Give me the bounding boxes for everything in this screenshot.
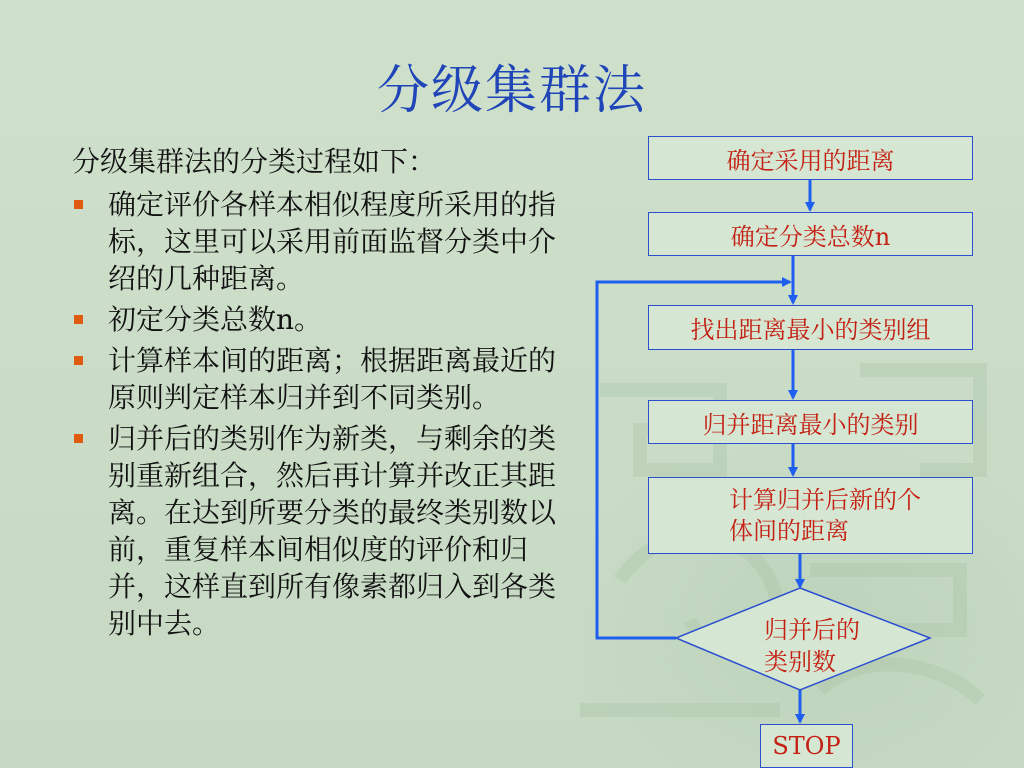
decision-label [764, 614, 884, 678]
bullet-text: 确定评价各样本相似程度所采用的指标，这里可以采用前面监督分类中介绍的几种距离。 [108, 188, 557, 295]
bullet-text: 计算样本间的距离；根据距离最近的原则判定样本归并到不同类别。 [108, 344, 557, 414]
bullet-text: 初定分类总数n。 [108, 303, 323, 336]
flow-step-class-count: 确定分类总数n [648, 212, 973, 256]
flow-step-merge: 归并距离最小的类别 [648, 400, 973, 444]
decision-label-line2: 类别数 [764, 648, 836, 676]
flow-step-recompute-line2: 体间的距离 [729, 516, 849, 545]
flow-step-recompute-line1: 计算归并后新的个 [729, 485, 921, 514]
intro-text: 分级集群法的分类过程如下： [72, 145, 437, 178]
decision-label-line1: 归并后的 [764, 616, 860, 644]
flow-stop: STOP [760, 724, 853, 768]
flow-step-distance: 确定采用的距离 [648, 136, 973, 180]
slide-title: 分级集群法 [376, 61, 647, 121]
bullet-text: 归并后的类别作为新类，与剩余的类别重新组合，然后再计算并改正其距离。在达到所要分类的最终类别数以前，重复样本间相似度的评价和归并，这样直到所有像素都归入到各类别中去。 [108, 422, 557, 640]
flow-step-recompute [648, 477, 973, 554]
flow-step-find-min: 找出距离最小的类别组 [648, 305, 973, 350]
